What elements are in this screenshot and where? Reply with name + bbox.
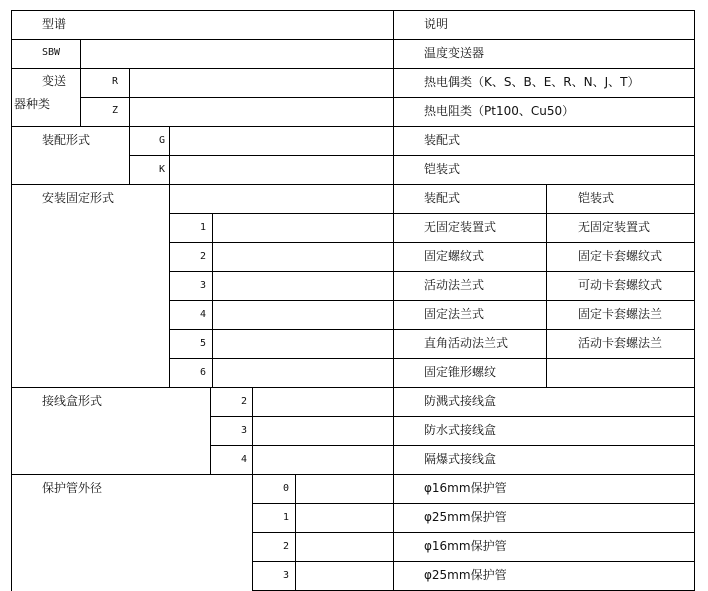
- sensor-code-r: R: [112, 76, 119, 87]
- mounting-code-3: 3: [200, 280, 207, 291]
- junction-code-3: 3: [241, 425, 248, 436]
- sensor-desc-z: 热电阻类（Pt100、Cu50）: [424, 104, 575, 118]
- assembly-code-k: K: [159, 164, 166, 175]
- mounting-code-6: 6: [200, 367, 207, 378]
- mounting-a-4: 固定法兰式: [424, 307, 485, 321]
- mounting-b-3: 可动卡套螺纹式: [578, 278, 663, 292]
- junction-code-4: 4: [241, 454, 248, 465]
- sbw-desc: 温度变送器: [424, 46, 485, 60]
- header-model: 型谱: [42, 17, 67, 31]
- mounting-a-1: 无固定装置式: [424, 220, 497, 234]
- assembly-desc-g: 装配式: [424, 133, 461, 147]
- tube-desc-3: φ25mm保护管: [424, 568, 507, 582]
- mounting-b-1: 无固定装置式: [578, 220, 651, 234]
- junction-code-2: 2: [241, 396, 248, 407]
- mounting-code-5: 5: [200, 338, 207, 349]
- mounting-a-5: 直角活动法兰式: [424, 336, 509, 350]
- assembly-desc-k: 铠装式: [424, 162, 461, 176]
- mounting-b-4: 固定卡套螺法兰: [578, 307, 663, 321]
- tube-desc-1: φ25mm保护管: [424, 510, 507, 524]
- mounting-col-a: 装配式: [424, 191, 461, 205]
- tube-code-0: 0: [283, 483, 290, 494]
- mounting-b-5: 活动卡套螺法兰: [578, 336, 663, 350]
- assembly-code-g: G: [159, 135, 166, 146]
- mounting-b-2: 固定卡套螺纹式: [578, 249, 663, 263]
- header-description: 说明: [424, 17, 449, 31]
- tube-code-3: 3: [283, 570, 290, 581]
- sbw-code: SBW: [42, 47, 61, 58]
- mounting-a-2: 固定螺纹式: [424, 249, 485, 263]
- tube-desc-2: φ16mm保护管: [424, 539, 507, 553]
- sensor-label-top: 变送: [42, 74, 67, 88]
- sensor-desc-r: 热电偶类（K、S、B、E、R、N、J、T）: [424, 75, 640, 89]
- tube-label: 保护管外径: [42, 481, 103, 495]
- mounting-code-2: 2: [200, 251, 207, 262]
- tube-desc-0: φ16mm保护管: [424, 481, 507, 495]
- sensor-label-bottom: 器种类: [14, 97, 51, 111]
- mounting-code-1: 1: [200, 222, 207, 233]
- mounting-code-4: 4: [200, 309, 207, 320]
- mounting-label: 安装固定形式: [42, 191, 115, 205]
- sensor-code-z: Z: [112, 105, 119, 116]
- tube-code-2: 2: [283, 541, 290, 552]
- junction-desc-4: 隔爆式接线盒: [424, 452, 497, 466]
- mounting-a-6: 固定锥形螺纹: [424, 365, 497, 379]
- tube-code-1: 1: [283, 512, 290, 523]
- mounting-a-3: 活动法兰式: [424, 278, 485, 292]
- junction-desc-2: 防溅式接线盒: [424, 394, 497, 408]
- junction-label: 接线盒形式: [42, 394, 103, 408]
- mounting-col-b: 铠装式: [578, 191, 615, 205]
- assembly-label: 装配形式: [42, 133, 91, 147]
- junction-desc-3: 防水式接线盒: [424, 423, 497, 437]
